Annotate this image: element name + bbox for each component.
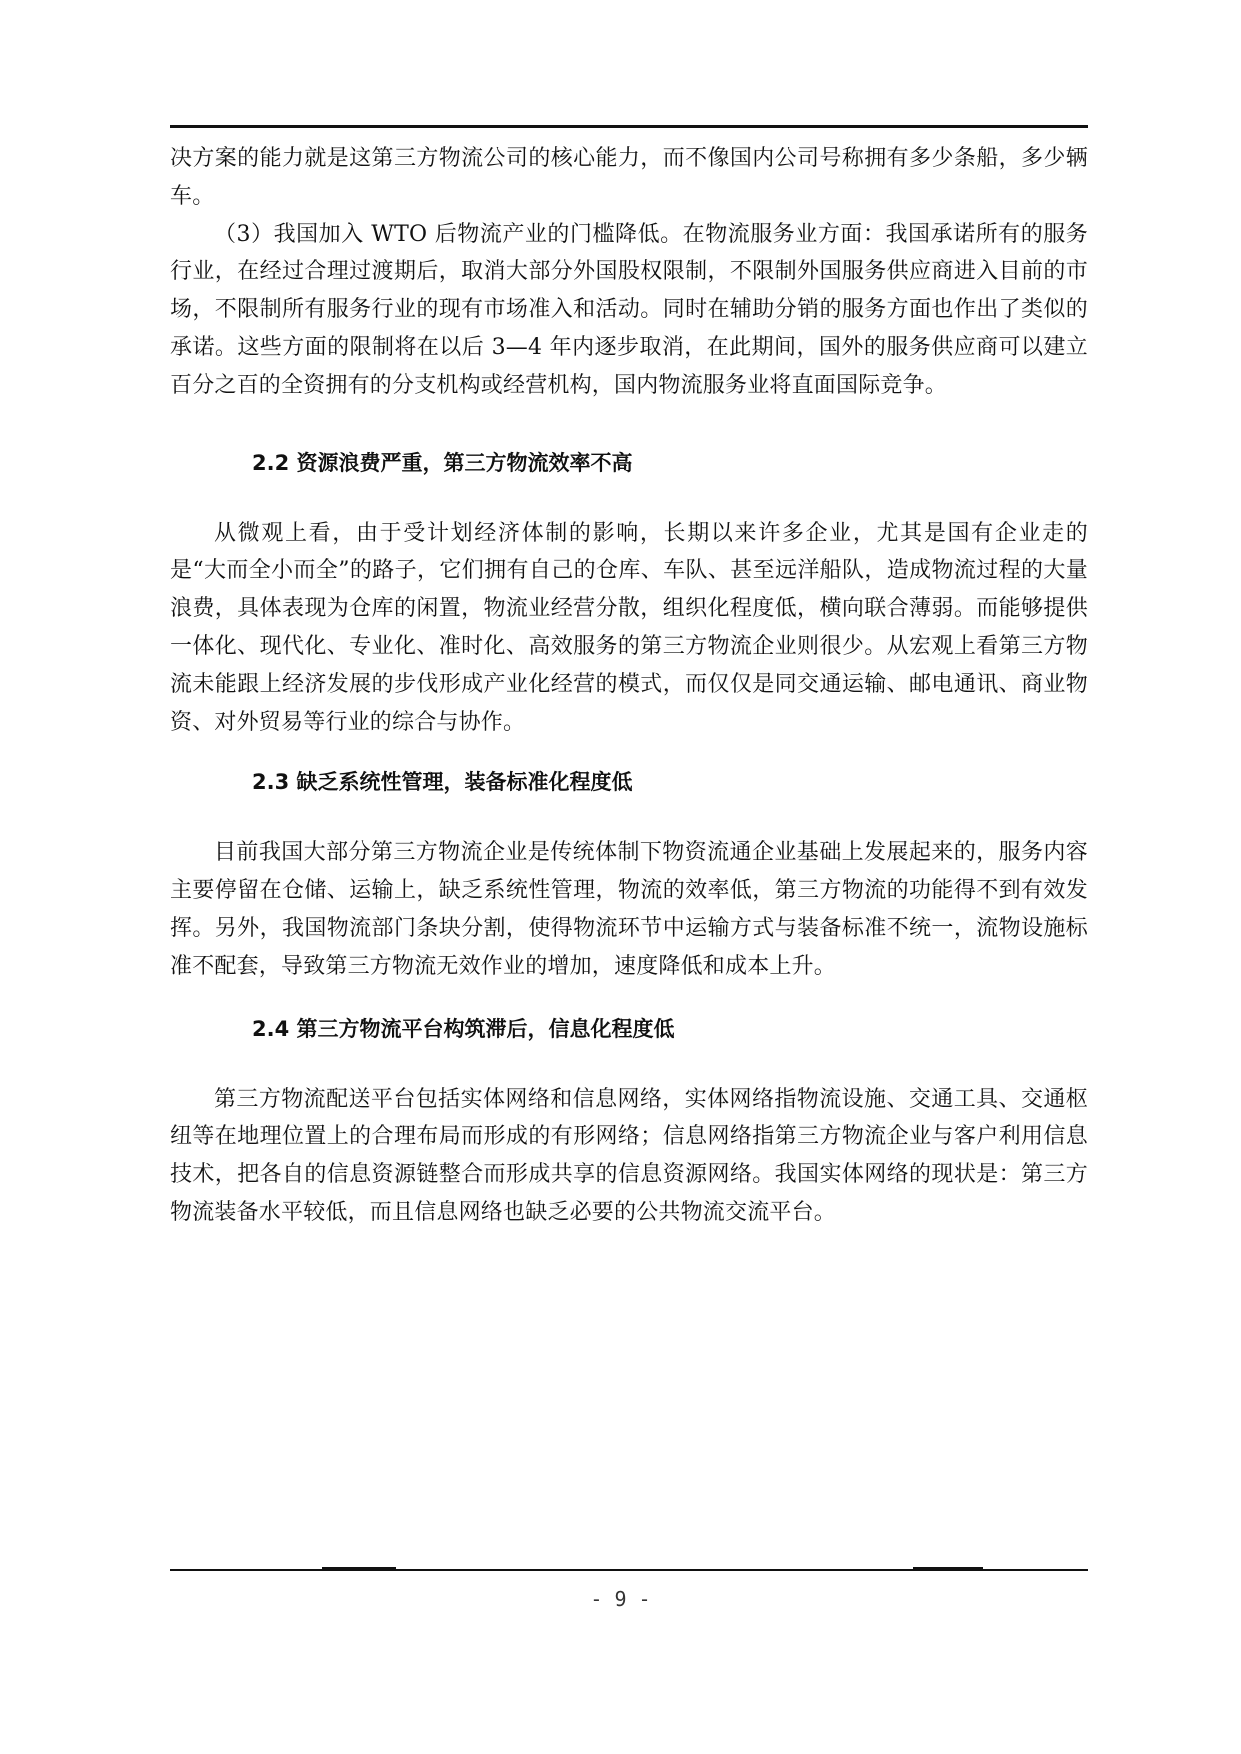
section-heading-2-3: 2.3 缺乏系统性管理，装备标准化程度低 xyxy=(252,770,633,795)
footer-rule-accent-right xyxy=(913,1567,983,1571)
paragraph-continued: 决方案的能力就是这第三方物流公司的核心能力，而不像国内公司号称拥有多少条船，多少辆车。 xyxy=(170,146,1088,209)
spacer xyxy=(170,478,1088,515)
footer-rule-accent-left xyxy=(322,1567,396,1571)
spacer xyxy=(170,405,1088,448)
paragraph-wto: （3）我国加入 WTO 后物流产业的门槛降低。在物流服务业方面：我国承诺所有的服务行业，在经过合理过渡期后，取消大部分外国股权限制，不限制外国服务供应商进入目前的市场，不限制所有服务行业的现有市场准入和活动。同时在辅助分销的服务方面也作出了类似的承诺。这些方面的限制将在以后 3—4 年内逐步取消，在此期间，国外的服务供应商可以建立百分之百的全资拥有的分支机构或经营机构，国内物流服务业将直面国际竞争。 xyxy=(170,221,1088,398)
section-heading-2-4: 2.4 第三方物流平台构筑滞后，信息化程度低 xyxy=(252,1016,675,1041)
spacer xyxy=(170,986,1088,1014)
spacer xyxy=(170,797,1088,834)
section-heading-2-2: 2.2 资源浪费严重，第三方物流效率不高 xyxy=(252,450,633,475)
page-number: - 9 - xyxy=(590,1587,651,1611)
paragraph-platform: 第三方物流配送平台包括实体网络和信息网络，实体网络指物流设施、交通工具、交通枢纽等在地理位置上的合理布局而形成的有形网络；信息网络指第三方物流企业与客户利用信息技术，把各自的信息资源链整合而形成共享的信息资源网络。我国实体网络的现状是：第三方物流装备水平较低，而且信息网络也缺乏必要的公共物流交流平台。 xyxy=(170,1086,1088,1225)
paragraph-system-management: 目前我国大部分第三方物流企业是传统体制下物资流通企业基础上发展起来的，服务内容主要停留在仓储、运输上，缺乏系统性管理，物流的效率低，第三方物流的功能得不到有效发挥。另外，我国物流部门条块分割，使得物流环节中运输方式与装备标准不统一，流物设施标准不配套，导致第三方物流无效作业的增加，速度降低和成本上升。 xyxy=(170,840,1088,979)
spacer xyxy=(170,741,1088,767)
header-rule xyxy=(170,125,1088,128)
paragraph-resource-waste: 从微观上看，由于受计划经济体制的影响，长期以来许多企业，尤其是国有企业走的是“大而全小而全”的路子，它们拥有自己的仓库、车队、甚至远洋船队，造成物流过程的大量浪费，具体表现为仓库的闲置，物流业经营分散，组织化程度低，横向联合薄弱。而能够提供一体化、现代化、专业化、准时化、高效服务的第三方物流企业则很少。从宏观上看第三方物流未能跟上经济发展的步伐形成产业化经营的模式，而仅仅是同交通运输、邮电通讯、商业物资、对外贸易等行业的综合与协作。 xyxy=(170,520,1088,735)
page-content xyxy=(170,140,1088,1232)
spacer xyxy=(170,1044,1088,1081)
